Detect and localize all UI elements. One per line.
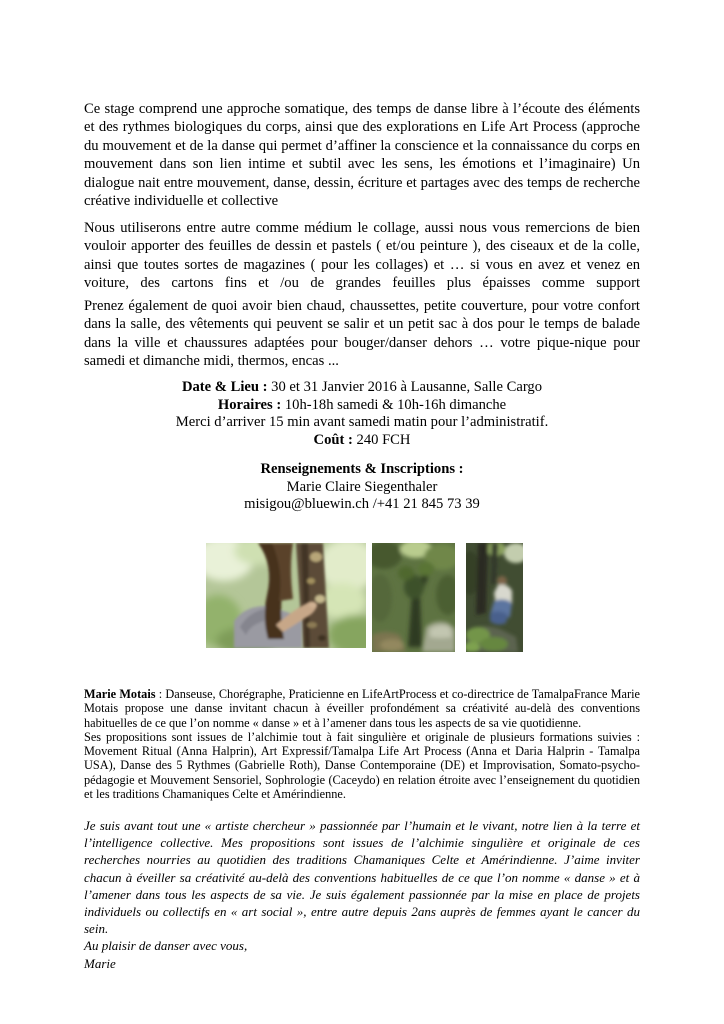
closing-line: Au plaisir de danser avec vous, xyxy=(84,938,248,954)
contact-section xyxy=(84,461,640,514)
photo-woman-hugging-tree xyxy=(206,543,366,648)
bio-intro: : Danseuse, Chorégraphe, Praticienne en LifeArtProcess et co-directrice de TamalpaFrance Marie Motais propose une danse invitant chacun à éveiller profondément sa créativité au-delà des conventions habituelles de ce que l’on nomme « danse » et à l’amener dans tous les aspects de sa vie quotidienne. xyxy=(84,687,640,730)
intro-paragraph-3: Prenez également de quoi avoir bien chaud, chaussettes, petite couverture, pour votre confort dans la salle, des vêtements qui peuvent se salir et un petit sac à dos pour le temps de balade dans la ville et chaussures adaptées pour bouger/danser dehors … votre pique-nique pour samedi et dimanche midi, thermos, encas ... xyxy=(84,298,640,370)
hours-value: 10h-18h samedi & 10h-16h dimanche xyxy=(281,396,507,413)
photo-person-sitting-on-rocks xyxy=(466,543,523,652)
contact-name: Marie Claire Siegenthaler xyxy=(286,478,438,495)
arrival-note: Merci d’arriver 15 min avant samedi matin pour l’administratif. xyxy=(175,414,549,431)
intro-paragraph-1: Ce stage comprend une approche somatique, des temps de danse libre à l’écoute des éléments et des rythmes biologiques du corps, ainsi que des explorations en Life Art Process (approche du mouvement et de la danse qui permet d’affiner la conscience et la connaissance du corps en mouvement dans son lien intime et subtil avec les sens, les émotions et l’imaginaire) Un dialogue nait entre mouvement, danse, dessin, écriture et partages avec des temps de recherche créative individuelle et collective xyxy=(84,101,640,210)
bio-section xyxy=(84,687,640,801)
date-location-line xyxy=(84,379,640,397)
hours-label: Horaires : xyxy=(217,396,282,413)
date-location-value: 30 et 31 Janvier 2016 à Lausanne, Salle Cargo xyxy=(267,379,543,395)
statement-section xyxy=(84,817,640,972)
signature: Marie xyxy=(84,955,116,971)
statement-body: Je suis avant tout une « artiste chercheur » passionnée par l’humain et le vivant, notre lien à la terre et l’intelligence collective. Mes propositions sont issues de l’alchimie singulière et originale de ces recherches nourries au quotidien des traditions Chamaniques Celte et Amérindienne. J’aime inviter chacun à éveiller sa créativité au-delà des conventions habituelles de ce que l’on nomme « danse » et à l’amener dans tous les aspects de sa vie. Je suis également passionnée par la mise en place de projets individuels ou collectifs en « art social », entre autre depuis 2ans auprès de femmes ayant le cancer du sein. xyxy=(84,818,640,937)
cost-value: 240 FCH xyxy=(352,431,411,448)
workshop-details xyxy=(84,379,640,449)
intro-paragraph-2: Nous utiliserons entre autre comme médium le collage, aussi nous vous remercions de bien vouloir apporter des feuilles de dessin et pastels ( et/ou peinture ), des ciseaux et de la colle, ainsi que toutes sortes de magazines ( pour les collages) et … si vous en avez et venez en voiture, des cartons fins et /ou de grandes feuilles plus épaisses comme support xyxy=(84,220,640,292)
bio-formations: Ses propositions sont issues de l’alchimie tout à fait singulière et originale de plusieurs formations suivies : Movement Ritual (Anna Halprin), Art Expressif/Tamalpa Life Art Process (Anna et Daria Halprin - Tamalpa USA), Danse des 5 Rythmes (Gabrielle Roth), Danse Contemporaine (DE) et Improvisation, Somato-psycho-pédagogie et Mouvement Sensoriel, Sophrologie (Caceydo) en relation étroite avec l’enseignement du quotidien et les traditions Chamaniques Celte et Amérindienne. xyxy=(84,729,640,802)
hours-line xyxy=(84,397,640,415)
cost-line xyxy=(84,432,640,450)
contact-heading: Renseignements & Inscriptions : xyxy=(260,461,464,477)
contact-email-phone: misigou@bluewin.ch /+41 21 845 73 39 xyxy=(244,496,480,513)
date-location-label: Date & Lieu : xyxy=(181,379,268,395)
bio-name: Marie Motais xyxy=(84,687,156,701)
photo-forest-tree-rocks xyxy=(372,543,455,652)
cost-label: Coût : xyxy=(313,431,353,448)
